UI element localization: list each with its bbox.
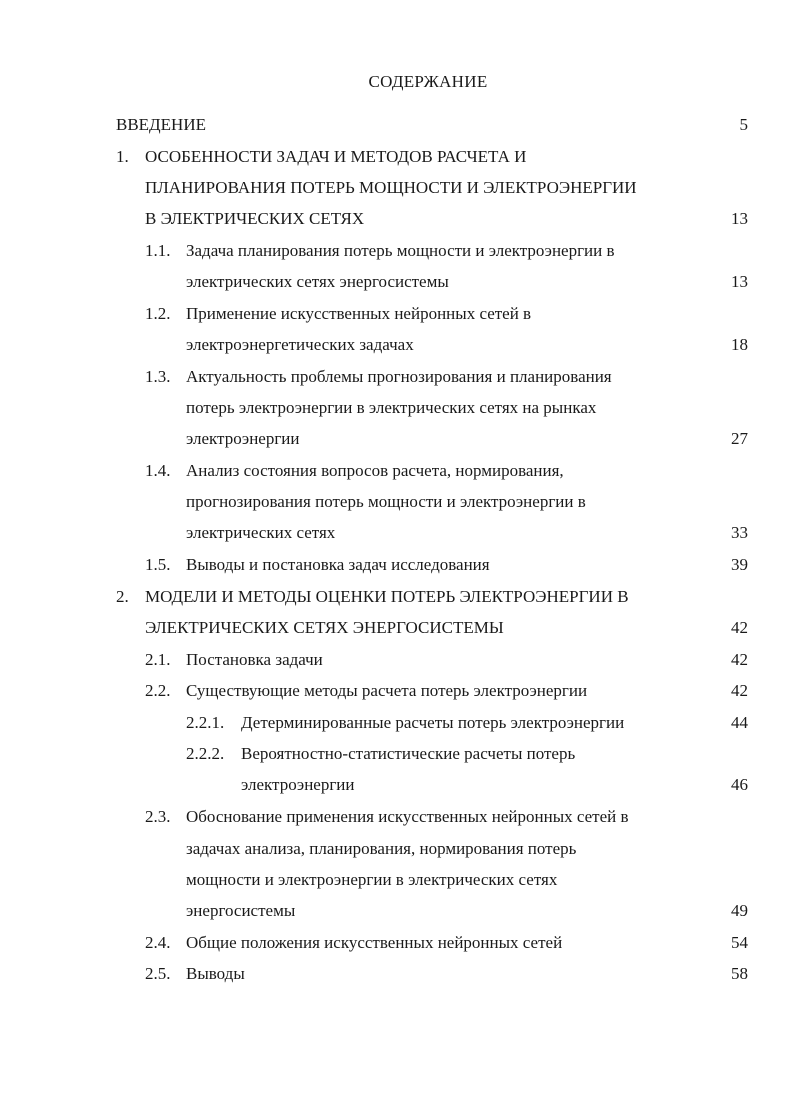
toc-entry-number: 1.1. [145, 241, 171, 260]
toc-entry-number: 1.5. [145, 555, 171, 574]
toc-page-number: 49 [731, 901, 748, 920]
toc-entry-line: Задача планирования потерь мощности и электроэнергии в [186, 241, 615, 260]
toc-entry-line: Общие положения искусственных нейронных сетей [186, 933, 563, 952]
toc-entry-line: Выводы [186, 964, 245, 983]
toc-entry-line: В ЭЛЕКТРИЧЕСКИХ СЕТЯХ [145, 209, 365, 228]
toc-page-number: 42 [731, 618, 748, 637]
toc-entry-number: 1. [116, 147, 129, 166]
toc-entry-number: 2.5. [145, 964, 171, 983]
toc-entry-line: Вероятностно-статистические расчеты потерь [241, 744, 576, 763]
toc-entry-line: ПЛАНИРОВАНИЯ ПОТЕРЬ МОЩНОСТИ И ЭЛЕКТРОЭНЕРГИИ [145, 178, 637, 197]
toc-entry-line: Анализ состояния вопросов расчета, нормирования, [186, 461, 564, 480]
toc-entry-line: Применение искусственных нейронных сетей в [186, 304, 532, 323]
toc-entry-number: 2.3. [145, 807, 171, 826]
toc-entry-line: энергосистемы [186, 901, 296, 920]
toc-page-number: 27 [731, 429, 748, 448]
toc-entry-number: 1.2. [145, 304, 171, 323]
toc-entry-line: потерь электроэнергии в электрических сетях на рынках [186, 398, 597, 417]
toc-page-number: 13 [731, 209, 748, 228]
toc-entry-line: электрических сетях энергосистемы [186, 272, 449, 291]
toc-entry-line: МОДЕЛИ И МЕТОДЫ ОЦЕНКИ ПОТЕРЬ ЭЛЕКТРОЭНЕРГИИ В [145, 587, 629, 606]
toc-page-number: 58 [731, 964, 748, 983]
toc-entry-line: Существующие методы расчета потерь электроэнергии [186, 681, 588, 700]
toc-entry-line: Постановка задачи [186, 650, 323, 669]
toc-page-number: 13 [731, 272, 748, 291]
toc-entry-line: Актуальность проблемы прогнозирования и планирования [186, 367, 612, 386]
toc-entry-line: мощности и электроэнергии в электрических сетях [186, 870, 558, 889]
toc-entry-line: электрических сетях [186, 523, 336, 542]
toc-entry-line: Выводы и постановка задач исследования [186, 555, 490, 574]
toc-page-number: 54 [731, 933, 748, 952]
toc-page-number: 39 [731, 555, 748, 574]
toc-page-number: 46 [731, 775, 748, 794]
page-title: СОДЕРЖАНИЕ [368, 72, 488, 91]
toc-entry-number: 2.1. [145, 650, 171, 669]
toc-entry-line: Обоснование применения искусственных нейронных сетей в [186, 807, 629, 826]
toc-entry-text: ВВЕДЕНИЕ [116, 115, 206, 134]
toc-entry-line: электроэнергии [186, 429, 300, 448]
toc-entry-number: 1.4. [145, 461, 171, 480]
toc-entry-number: 2.2. [145, 681, 171, 700]
toc-entry-line: ОСОБЕННОСТИ ЗАДАЧ И МЕТОДОВ РАСЧЕТА И [145, 147, 527, 166]
toc-entry-line: ЭЛЕКТРИЧЕСКИХ СЕТЯХ ЭНЕРГОСИСТЕМЫ [145, 618, 504, 637]
toc-entry-line: Детерминированные расчеты потерь электроэнергии [241, 713, 625, 732]
toc-page-number: 42 [731, 681, 748, 700]
toc-entry-line: задачах анализа, планирования, нормирования потерь [186, 839, 577, 858]
toc-entry-line: электроэнергетических задачах [186, 335, 414, 354]
toc-entry-line: электроэнергии [241, 775, 355, 794]
toc-page-number: 44 [731, 713, 748, 732]
toc-page-number: 18 [731, 335, 748, 354]
toc-entry-number: 2. [116, 587, 129, 606]
toc-page-number: 5 [739, 115, 748, 134]
toc-page-number: 42 [731, 650, 748, 669]
toc-entry-number: 1.3. [145, 367, 171, 386]
toc-entry-number: 2.2.2. [186, 744, 225, 763]
toc-entry-number: 2.4. [145, 933, 171, 952]
toc-entry-line: прогнозирования потерь мощности и электроэнергии в [186, 492, 586, 511]
toc-page-number: 33 [731, 523, 748, 542]
toc-entry-number: 2.2.1. [186, 713, 225, 732]
